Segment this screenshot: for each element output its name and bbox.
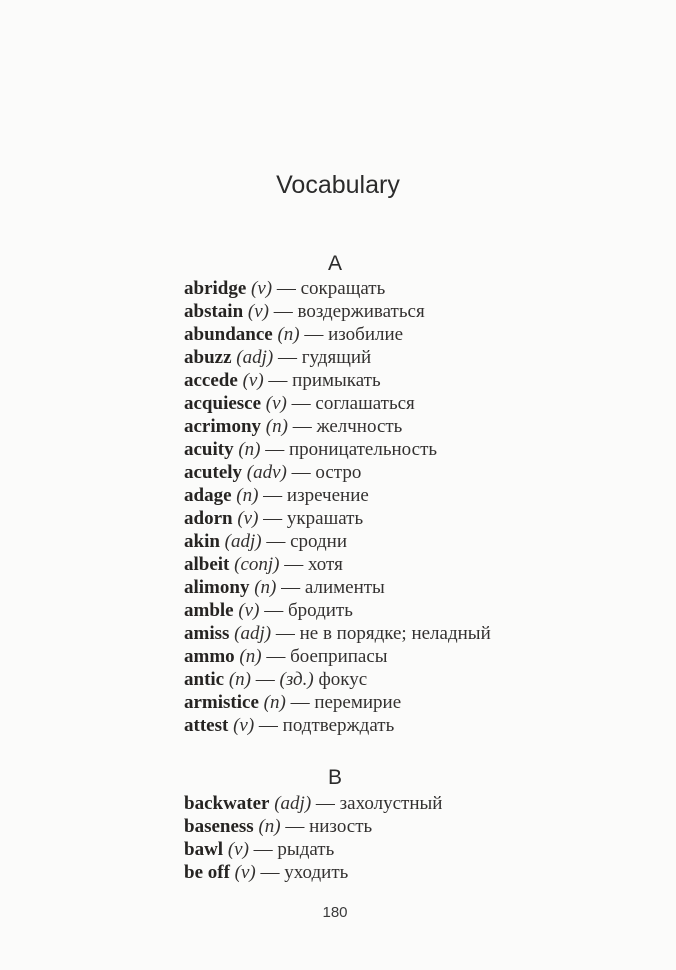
entry-translation: воздерживаться <box>297 301 425 322</box>
entry-word: akin <box>184 531 220 552</box>
entry-word: backwater <box>184 793 270 814</box>
entry-word: accede <box>184 370 238 391</box>
entry-word: bawl <box>184 839 224 860</box>
vocab-entry <box>184 277 656 300</box>
entry-translation: уходить <box>284 862 349 883</box>
entry-pos: (n) <box>236 485 259 506</box>
entry-separator: — <box>281 577 301 598</box>
entry-pos: (n) <box>277 324 300 345</box>
entry-separator: — <box>273 301 293 322</box>
page-title: Vocabulary <box>276 171 400 199</box>
vocab-entry <box>184 553 656 576</box>
entry-pos: (n) <box>258 816 281 837</box>
entry-translation: рыдать <box>277 839 335 860</box>
entry-translation: украшать <box>286 508 364 529</box>
entry-separator: — <box>285 816 305 837</box>
entry-pos: (adj) <box>234 623 272 644</box>
entry-separator: — <box>276 278 296 299</box>
entry-translation: низость <box>309 816 373 837</box>
vocab-entry <box>184 792 656 815</box>
entry-pos: (v) <box>238 600 260 621</box>
entry-separator: — <box>268 370 288 391</box>
entry-word: acutely <box>184 462 243 483</box>
entry-translation-note: (зд.) <box>279 669 314 690</box>
entry-separator: — <box>264 600 284 621</box>
entry-translation: примыкать <box>292 370 381 391</box>
entry-word: antic <box>184 669 225 690</box>
entry-pos: (v) <box>242 370 264 391</box>
vocab-entry <box>184 622 656 645</box>
entry-pos: (conj) <box>234 554 280 575</box>
entry-separator: — <box>292 416 312 437</box>
vocab-entry <box>184 484 656 507</box>
section-b-entries <box>184 792 656 884</box>
entry-pos: (adv) <box>246 462 287 483</box>
entry-translation: сродни <box>290 531 347 552</box>
vocab-entry <box>184 323 656 346</box>
entry-separator: — <box>255 669 275 690</box>
entry-word: ammo <box>184 646 235 667</box>
vocab-entry <box>184 576 656 599</box>
entry-separator: — <box>277 347 297 368</box>
section-letter-b: B <box>327 766 342 789</box>
entry-pos: (v) <box>237 508 259 529</box>
vocab-entry <box>184 668 656 691</box>
vocab-entry <box>184 415 656 438</box>
entry-pos: (v) <box>234 862 256 883</box>
vocab-entry <box>184 300 656 323</box>
entry-translation: изречение <box>286 485 369 506</box>
vocab-entry <box>184 507 656 530</box>
entry-pos: (v) <box>227 839 249 860</box>
vocab-entry <box>184 438 656 461</box>
entry-pos: (n) <box>263 692 286 713</box>
entry-translation: изобилие <box>328 324 404 345</box>
entry-separator: — <box>291 462 311 483</box>
entry-translation: не в порядке; неладный <box>299 623 491 644</box>
entry-pos: (adj) <box>224 531 262 552</box>
entry-word: adorn <box>184 508 233 529</box>
entry-separator: — <box>265 439 285 460</box>
entry-pos: (adj) <box>236 347 274 368</box>
vocab-entry <box>184 645 656 668</box>
entry-separator: — <box>266 531 286 552</box>
vocab-entry <box>184 691 656 714</box>
entry-pos: (n) <box>254 577 277 598</box>
entry-translation: желчность <box>316 416 403 437</box>
entry-separator: — <box>275 623 295 644</box>
entry-word: acquiesce <box>184 393 262 414</box>
entry-separator: — <box>315 793 335 814</box>
entry-word: adage <box>184 485 232 506</box>
entry-word: baseness <box>184 816 254 837</box>
entry-translation: сокращать <box>300 278 386 299</box>
entry-pos: (v) <box>265 393 287 414</box>
entry-word: acuity <box>184 439 234 460</box>
entry-separator: — <box>258 715 278 736</box>
entry-pos: (n) <box>265 416 288 437</box>
entry-word: abundance <box>184 324 273 345</box>
entry-translation: гудящий <box>301 347 372 368</box>
section-a-entries <box>184 277 656 737</box>
page-number: 180 <box>322 904 348 921</box>
entry-separator: — <box>284 554 304 575</box>
entry-translation: бродить <box>287 600 353 621</box>
entry-pos: (v) <box>233 715 255 736</box>
entry-separator: — <box>263 508 283 529</box>
entry-word: amiss <box>184 623 230 644</box>
entry-word: albeit <box>184 554 230 575</box>
entry-pos: (n) <box>238 439 261 460</box>
entry-word: be off <box>184 862 230 883</box>
entry-translation: остро <box>315 462 362 483</box>
vocab-entry <box>184 392 656 415</box>
entry-translation: перемирие <box>314 692 402 713</box>
entry-pos: (adj) <box>274 793 312 814</box>
entry-word: armistice <box>184 692 259 713</box>
entry-word: acrimony <box>184 416 262 437</box>
vocab-entry <box>184 369 656 392</box>
entry-translation: боеприпасы <box>290 646 388 667</box>
entry-word: amble <box>184 600 234 621</box>
entry-separator: — <box>253 839 273 860</box>
entry-word: abstain <box>184 301 244 322</box>
entry-separator: — <box>260 862 280 883</box>
entry-translation: алименты <box>304 577 385 598</box>
vocab-entry <box>184 599 656 622</box>
vocab-entry <box>184 838 656 861</box>
entry-translation: проницательность <box>289 439 438 460</box>
entry-word: abridge <box>184 278 247 299</box>
vocab-entry <box>184 815 656 838</box>
entry-word: alimony <box>184 577 250 598</box>
entry-translation: хотя <box>308 554 343 575</box>
vocab-entry <box>184 861 656 884</box>
entry-separator: — <box>304 324 324 345</box>
entry-pos: (v) <box>247 301 269 322</box>
entry-translation: фокус <box>318 669 368 690</box>
section-letter-a: A <box>327 252 342 275</box>
entry-separator: — <box>291 393 311 414</box>
entry-pos: (n) <box>239 646 262 667</box>
entry-word: abuzz <box>184 347 232 368</box>
entry-separator: — <box>263 485 283 506</box>
entry-separator: — <box>290 692 310 713</box>
entry-pos: (n) <box>228 669 252 690</box>
vocab-entry <box>184 530 656 553</box>
entry-translation: соглашаться <box>315 393 415 414</box>
entry-pos: (v) <box>251 278 273 299</box>
entry-separator: — <box>266 646 286 667</box>
vocab-entry <box>184 346 656 369</box>
entry-word: attest <box>184 715 229 736</box>
vocab-entry <box>184 461 656 484</box>
entry-translation: захолустный <box>339 793 443 814</box>
entry-translation: подтверждать <box>282 715 395 736</box>
vocab-entry <box>184 714 656 737</box>
